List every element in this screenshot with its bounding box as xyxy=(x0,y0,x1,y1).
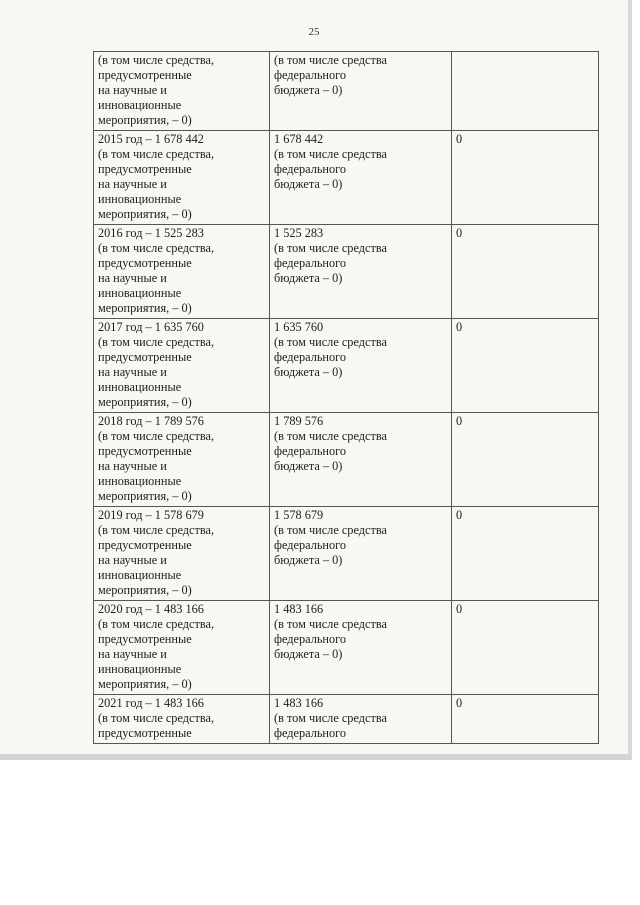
other-sources-cell xyxy=(452,52,599,131)
other-sources-cell: 0 xyxy=(452,695,599,744)
federal-budget-cell: 1 635 760 (в том числе средства федерального бюджета – 0) xyxy=(270,319,452,413)
total-funding-cell: 2021 год – 1 483 166 (в том числе средства, предусмотренные xyxy=(94,695,270,744)
funding-table xyxy=(93,51,599,744)
total-funding-cell: 2016 год – 1 525 283 (в том числе средства, предусмотренные на научные и инновационные мероприятия, – 0) xyxy=(94,225,270,319)
table-row xyxy=(94,507,599,601)
federal-budget-cell: 1 678 442 (в том числе средства федерального бюджета – 0) xyxy=(270,131,452,225)
total-funding-cell: 2017 год – 1 635 760 (в том числе средства, предусмотренные на научные и инновационные мероприятия, – 0) xyxy=(94,319,270,413)
total-funding-cell: (в том числе средства, предусмотренные на научные и инновационные мероприятия, – 0) xyxy=(94,52,270,131)
blank-area xyxy=(0,760,640,905)
other-sources-cell: 0 xyxy=(452,225,599,319)
total-funding-cell: 2018 год – 1 789 576 (в том числе средства, предусмотренные на научные и инновационные мероприятия, – 0) xyxy=(94,413,270,507)
other-sources-cell: 0 xyxy=(452,319,599,413)
other-sources-cell: 0 xyxy=(452,413,599,507)
table-row xyxy=(94,319,599,413)
table-row xyxy=(94,695,599,744)
other-sources-cell: 0 xyxy=(452,601,599,695)
federal-budget-cell: 1 578 679 (в том числе средства федерального бюджета – 0) xyxy=(270,507,452,601)
total-funding-cell: 2015 год – 1 678 442 (в том числе средства, предусмотренные на научные и инновационные мероприятия, – 0) xyxy=(94,131,270,225)
federal-budget-cell: 1 483 166 (в том числе средства федерального бюджета – 0) xyxy=(270,601,452,695)
federal-budget-cell: (в том числе средства федерального бюджета – 0) xyxy=(270,52,452,131)
table-row xyxy=(94,52,599,131)
federal-budget-cell: 1 483 166 (в том числе средства федерального xyxy=(270,695,452,744)
table-row xyxy=(94,131,599,225)
other-sources-cell: 0 xyxy=(452,507,599,601)
table-row xyxy=(94,601,599,695)
total-funding-cell: 2020 год – 1 483 166 (в том числе средства, предусмотренные на научные и инновационные мероприятия, – 0) xyxy=(94,601,270,695)
page-number: 25 xyxy=(308,26,320,38)
other-sources-cell: 0 xyxy=(452,131,599,225)
table-row xyxy=(94,225,599,319)
table-row xyxy=(94,413,599,507)
federal-budget-cell: 1 789 576 (в том числе средства федерального бюджета – 0) xyxy=(270,413,452,507)
federal-budget-cell: 1 525 283 (в том числе средства федерального бюджета – 0) xyxy=(270,225,452,319)
total-funding-cell: 2019 год – 1 578 679 (в том числе средства, предусмотренные на научные и инновационные мероприятия, – 0) xyxy=(94,507,270,601)
